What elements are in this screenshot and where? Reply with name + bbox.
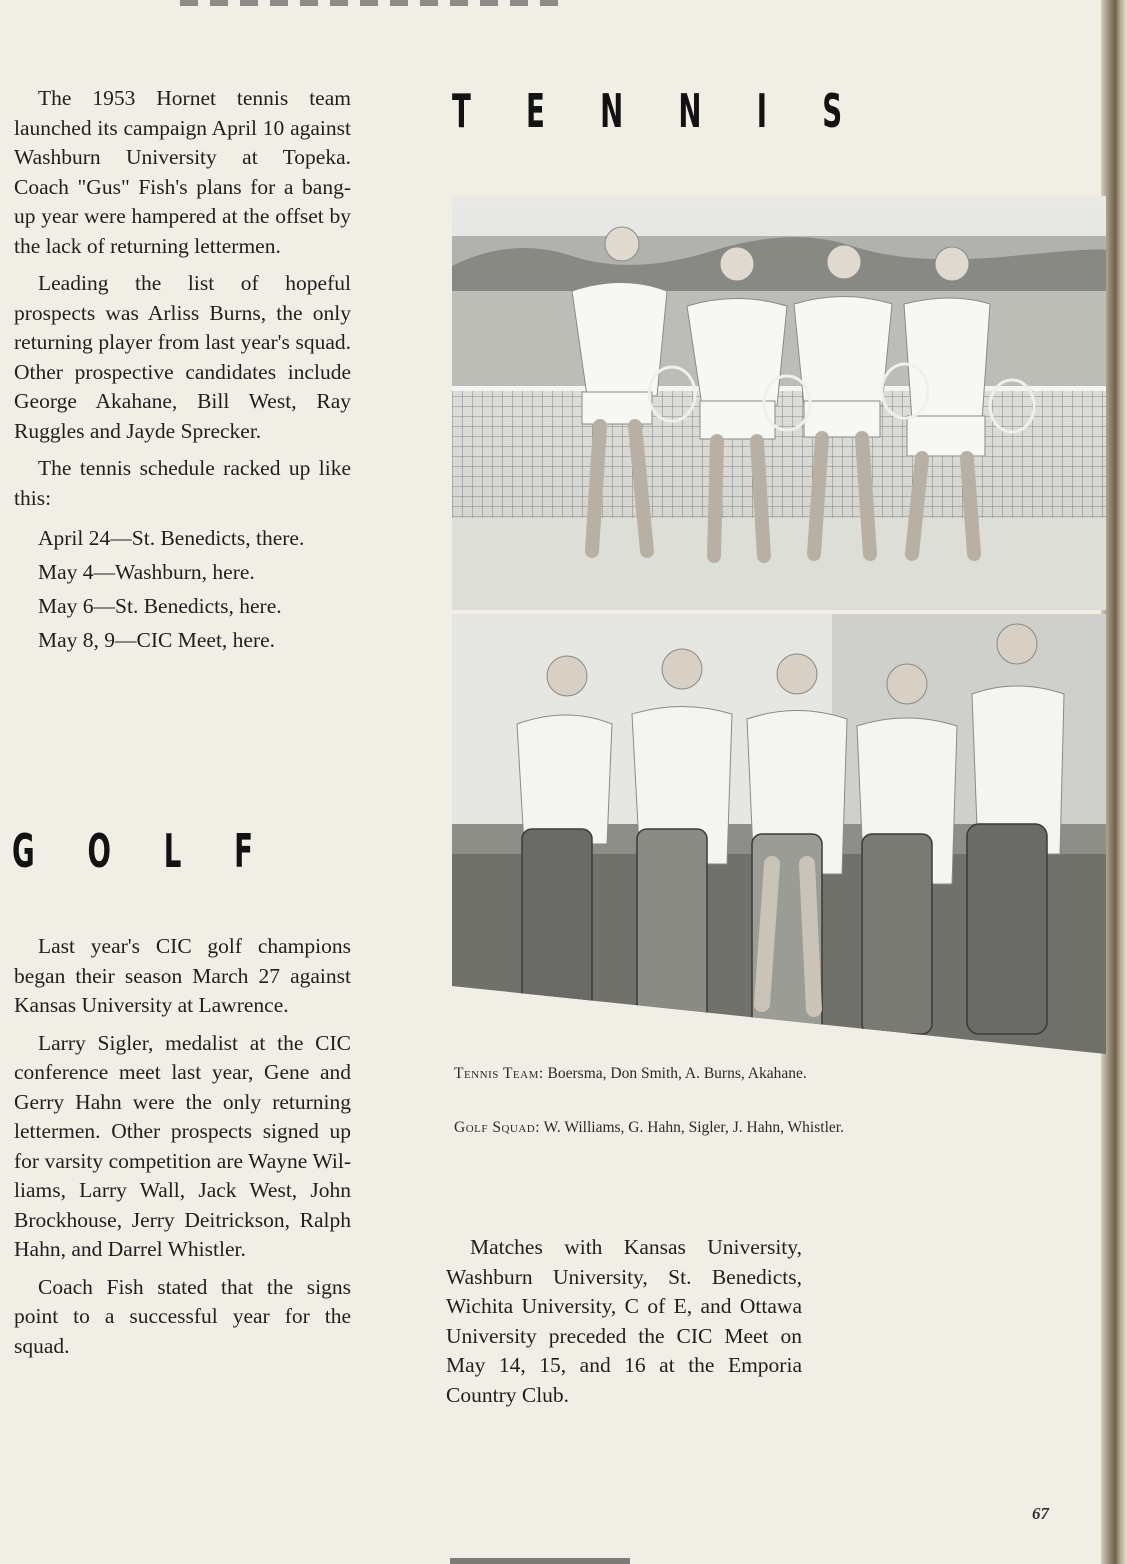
tennis-schedule: [14, 521, 351, 657]
tennis-paragraph-2: Leading the list of hopeful prospects was Arliss Burns, the only returning player from last year's squad. Other prospective candidates include George Akahane, Bill West, Ray Ruggles and Jayde Sprecker.: [14, 271, 351, 443]
schedule-item: April 24—St. Benedicts, there.: [38, 526, 305, 550]
tennis-caption-lead: Tennis Team:: [454, 1065, 544, 1082]
tennis-team-photo: [452, 196, 1106, 610]
golf-paragraph-2: Larry Sigler, medalist at the CIC conference meet last year, Gene and Gerry Hahn were the only returning lettermen. Other prospects signed up for varsity competition are Wayne Williams, Larry Wall, Jack West, John Brockhouse, Jerry Deitrickson, Ralph Hahn, and Darrel Whistler.: [14, 1030, 351, 1261]
golf-caption-lead: Golf Squad:: [454, 1119, 541, 1136]
schedule-item: May 6—St. Benedicts, here.: [38, 594, 282, 618]
golf-caption: [454, 1119, 844, 1137]
tennis-text-column: [14, 84, 351, 657]
top-bleed-text: [180, 0, 560, 6]
golf-text-column: [14, 932, 351, 1369]
tennis-caption-names: Boersma, Don Smith, A. Burns, Akahane.: [547, 1065, 807, 1082]
golf-paragraph-1: Last year's CIC golf champions began their season March 27 against Kansas University at Lawrence.: [14, 934, 351, 1017]
golf-photo-image: [452, 614, 1106, 1054]
golf-caption-names: W. Williams, G. Hahn, Sigler, J. Hahn, Whistler.: [543, 1119, 844, 1136]
schedule-item: May 8, 9—CIC Meet, here.: [38, 628, 276, 652]
tennis-photo-image: [452, 196, 1106, 610]
bottom-bleed-mark: [450, 1558, 630, 1564]
golf-paragraph-3: Coach Fish stated that the signs point to a successful year for the squad.: [14, 1274, 351, 1358]
golf-matches-column: [446, 1233, 802, 1418]
schedule-item: May 4—Washburn, here.: [38, 560, 255, 584]
golf-matches-paragraph: Matches with Kansas University, Washburn University, St. Benedicts, Wichita University, C of E, and Ottawa University preceded the CIC Meet on May 14, 15, and 16 at the Emporia Country Club.: [446, 1235, 802, 1407]
golf-squad-photo: [452, 614, 1106, 1054]
tennis-heading: T E N N I S: [452, 84, 865, 138]
page-number: 67: [1032, 1504, 1049, 1523]
tennis-paragraph-3: The tennis schedule racked up like this:: [14, 456, 351, 510]
golf-heading: G O L F: [12, 824, 275, 878]
tennis-paragraph-1: The 1953 Hornet tennis team launched its campaign April 10 against Washburn University at Topeka. Coach "Gus" Fish's plans for a bang-up year were hampered at the offset by the lack of returning lettermen.: [14, 86, 351, 258]
tennis-caption: [454, 1065, 807, 1083]
